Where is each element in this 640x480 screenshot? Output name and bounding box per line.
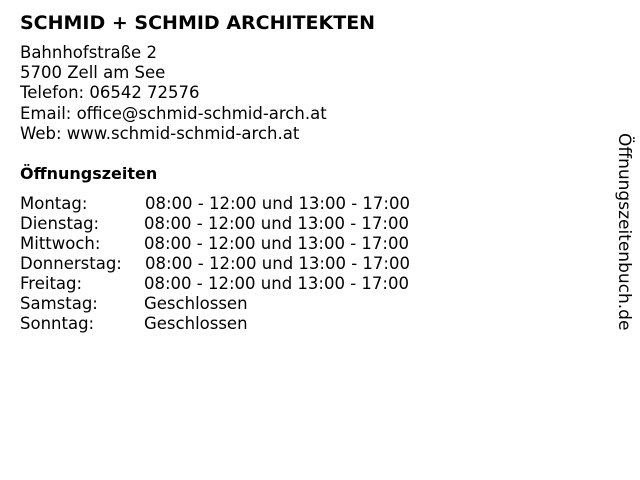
address-email: Email: office@schmid-schmid-arch.at — [20, 103, 327, 123]
site-brand-vertical: Öffnungszeitenbuch.de — [614, 133, 634, 331]
address-street: Bahnhofstraße 2 — [20, 43, 157, 62]
hours-time: 08:00 - 12:00 und 13:00 - 17:00 — [144, 274, 409, 293]
address-city: 5700 Zell am See — [20, 63, 166, 83]
hours-day: Freitag: — [20, 274, 83, 293]
hours-time: Geschlossen — [144, 294, 248, 313]
hours-day: Mittwoch: — [20, 234, 101, 253]
hours-time: 08:00 - 12:00 und 13:00 - 17:00 — [145, 194, 410, 213]
hours-day: Dienstag: — [20, 214, 100, 233]
hours-day: Montag: — [20, 194, 88, 213]
opening-hours-heading: Öffnungszeiten — [20, 164, 158, 183]
address-phone: Telefon: 06542 72576 — [20, 83, 200, 103]
company-name: SCHMID + SCHMID ARCHITEKTEN — [20, 12, 376, 34]
address-block — [20, 43, 327, 144]
hours-time: Geschlossen — [144, 314, 248, 333]
hours-time: 08:00 - 12:00 und 13:00 - 17:00 — [145, 254, 410, 273]
address-web: Web: www.schmid-schmid-arch.at — [20, 123, 300, 143]
hours-day: Donnerstag: — [20, 254, 122, 273]
hours-day: Sonntag: — [20, 314, 95, 333]
hours-day: Samstag: — [20, 294, 98, 313]
hours-time: 08:00 - 12:00 und 13:00 - 17:00 — [144, 214, 409, 233]
hours-time: 08:00 - 12:00 und 13:00 - 17:00 — [144, 234, 409, 253]
